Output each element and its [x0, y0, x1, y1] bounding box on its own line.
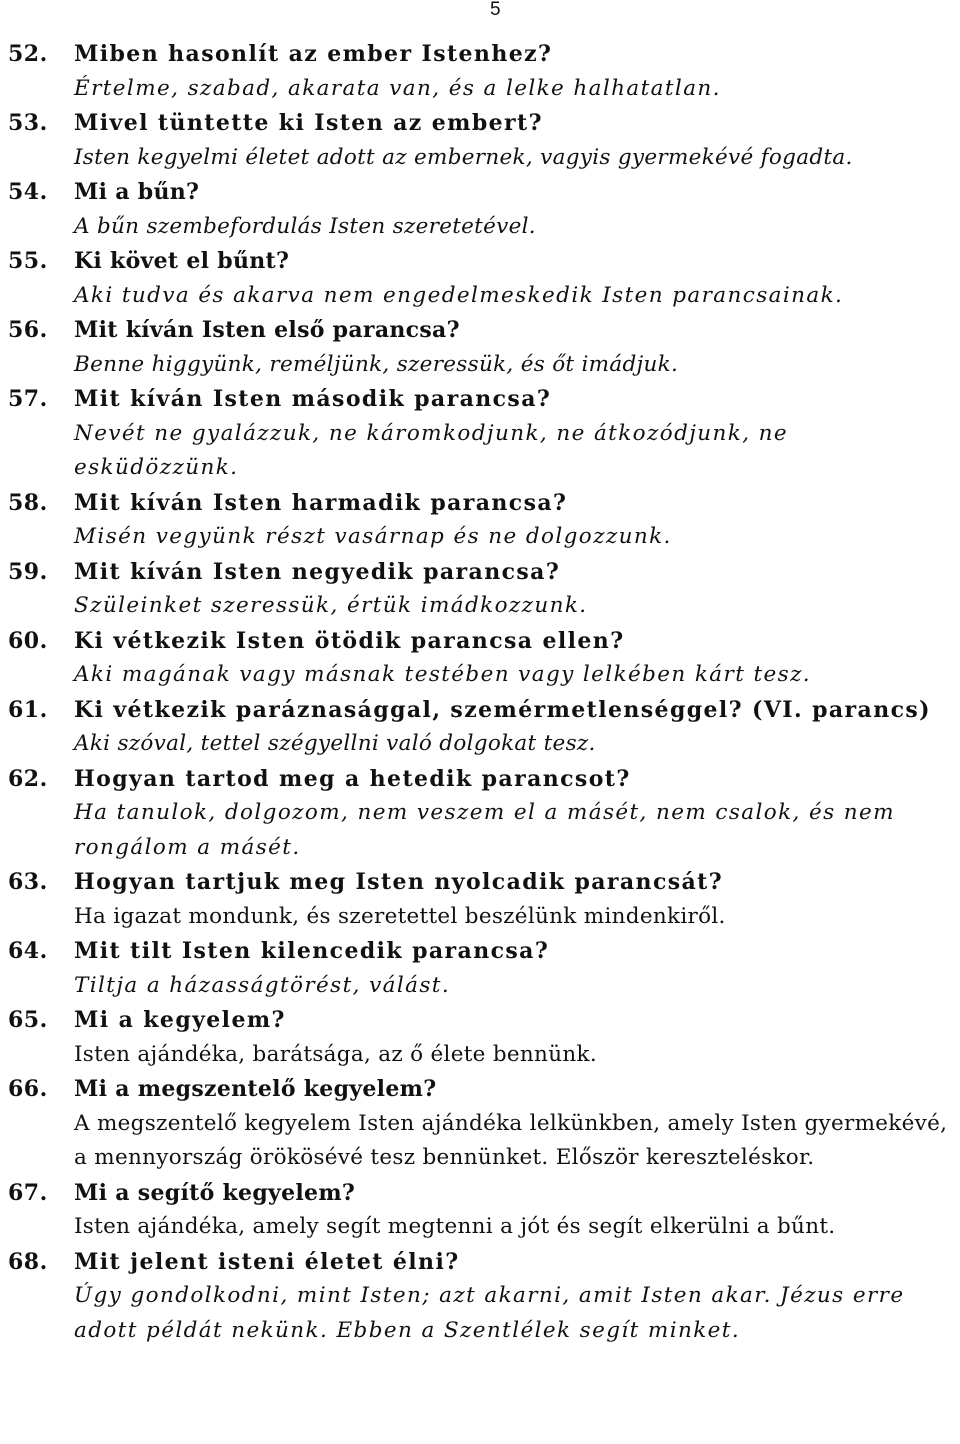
question-number: 52. [8, 41, 48, 67]
question-number: 66. [8, 1076, 48, 1102]
answer-text: Értelme, szabad, akarata van, és a lelke halhatatlan. [74, 75, 721, 101]
answer-text: Isten ajándéka, amely segít megtenni a jót és segít elkerülni a bűnt. [74, 1214, 836, 1239]
answer-text: Ha tanulok, dolgozom, nem veszem el a másét, nem csalok, és nem rongálom a másét. [74, 800, 895, 860]
question-number: 68. [8, 1248, 48, 1275]
question-number: 59. [8, 558, 48, 585]
answer-text: Isten ajándéka, barátsága, az ő élete bennünk. [74, 1041, 597, 1067]
qa-item-60 [8, 624, 953, 693]
question-number: 56. [8, 317, 48, 343]
question-number: 57. [8, 386, 48, 412]
qa-item-59 [8, 555, 953, 624]
qa-item-57 [8, 382, 953, 486]
qa-item-67 [8, 1176, 953, 1245]
question-text: Hogyan tartjuk meg Isten nyolcadik parancsát? [74, 869, 724, 895]
qa-item-58 [8, 486, 953, 555]
question-text: Ki vétkezik Isten ötödik parancsa ellen? [74, 627, 625, 654]
answer-text: Aki magának vagy másnak testében vagy lelkében kárt tesz. [74, 662, 812, 687]
question-number: 63. [8, 869, 48, 895]
answer-text: Isten kegyelmi életet adott az embernek, vagyis gyermekévé fogadta. [74, 144, 853, 170]
answer-text: A megszentelő kegyelem Isten ajándéka lelkünkben, amely Isten gyermekévé, a mennyország örökösévé tesz bennünket. Először kereszteléskor. [74, 1110, 948, 1170]
page-number: 5 [490, 0, 501, 20]
qa-item-54 [8, 175, 953, 244]
question-text: Mi a kegyelem? [74, 1007, 286, 1033]
question-text: Mi a megszentelő kegyelem? [74, 1076, 437, 1102]
answer-text: Aki szóval, tettel szégyellni való dolgokat tesz. [74, 731, 596, 756]
question-text: Mit tilt Isten kilencedik parancsa? [74, 938, 550, 964]
question-text: Mit kíván Isten harmadik parancsa? [74, 489, 568, 516]
question-text: Mit kíván Isten első parancsa? [74, 317, 460, 343]
qa-item-66 [8, 1072, 953, 1176]
question-text: Ki vétkezik paráznasággal, szemérmetlenséggel? (VI. parancs) [74, 696, 931, 723]
question-number: 67. [8, 1179, 48, 1206]
question-number: 61. [8, 696, 48, 723]
qa-item-52 [8, 37, 953, 106]
qa-item-56 [8, 313, 953, 382]
answer-text: Ha igazat mondunk, és szeretettel beszélünk mindenkiről. [74, 903, 726, 929]
qa-item-64 [8, 934, 953, 1003]
qa-item-55 [8, 244, 953, 313]
question-number: 65. [8, 1007, 48, 1033]
question-text: Mi a bűn? [74, 179, 200, 205]
question-text: Mit jelent isteni életet élni? [74, 1248, 460, 1275]
question-text: Miben hasonlít az ember Istenhez? [74, 41, 553, 67]
question-text: Hogyan tartod meg a hetedik parancsot? [74, 765, 631, 792]
question-number: 53. [8, 110, 48, 136]
question-number: 64. [8, 938, 48, 964]
answer-text: Aki tudva és akarva nem engedelmeskedik Isten parancsainak. [74, 282, 844, 308]
question-number: 54. [8, 179, 48, 205]
qa-item-63 [8, 865, 953, 934]
question-text: Mit kíván Isten negyedik parancsa? [74, 558, 561, 585]
answer-text: Tiltja a házasságtörést, válást. [74, 972, 451, 998]
question-text: Ki követ el bűnt? [74, 248, 290, 274]
question-number: 62. [8, 765, 48, 792]
answer-text: Misén vegyünk részt vasárnap és ne dolgozzunk. [74, 524, 672, 549]
answer-text: Nevét ne gyalázzuk, ne káromkodjunk, ne átkozódjunk, ne esküdözzünk. [74, 420, 789, 480]
question-number: 60. [8, 627, 48, 654]
qa-item-62 [8, 762, 953, 866]
answer-text: A bűn szembefordulás Isten szeretetével. [74, 213, 536, 239]
question-text: Mi a segítő kegyelem? [74, 1179, 356, 1206]
question-text: Mit kíván Isten második parancsa? [74, 386, 552, 412]
question-number: 58. [8, 489, 48, 516]
answer-text: Benne higgyünk, reméljünk, szeressük, és őt imádjuk. [74, 351, 679, 377]
answer-text: Úgy gondolkodni, mint Isten; azt akarni, amit Isten akar. Jézus erre adott példát nekünk. Ebben a Szentlélek segít minket. [74, 1283, 905, 1343]
question-answer-list [8, 37, 953, 1348]
qa-item-61 [8, 693, 953, 762]
answer-text: Szüleinket szeressük, értük imádkozzunk. [74, 593, 588, 618]
qa-item-68 [8, 1245, 953, 1349]
question-number: 55. [8, 248, 48, 274]
qa-item-53 [8, 106, 953, 175]
qa-item-65 [8, 1003, 953, 1072]
question-text: Mivel tüntette ki Isten az embert? [74, 110, 543, 136]
